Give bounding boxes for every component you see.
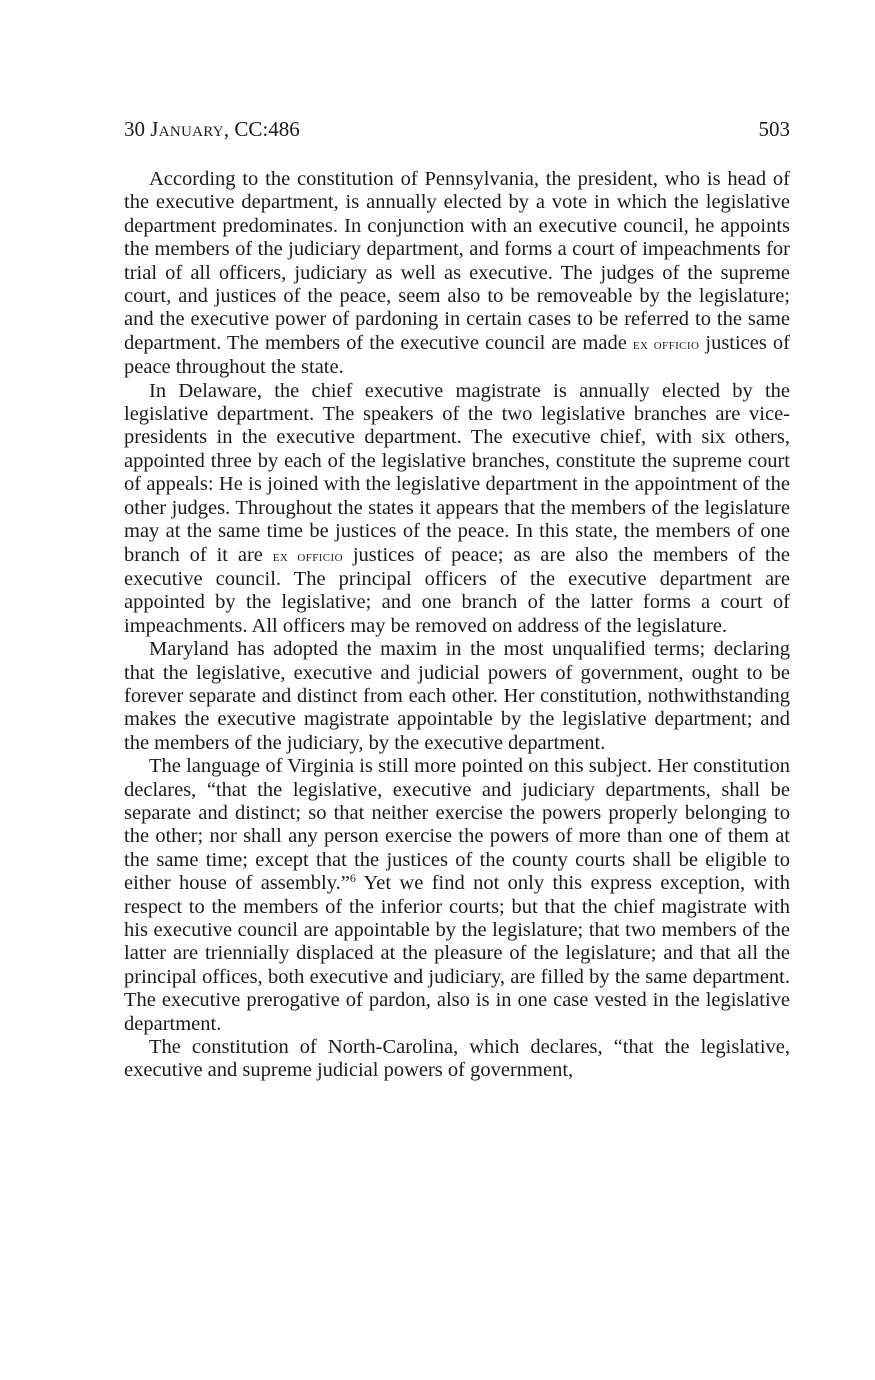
paragraph-pennsylvania (124, 168, 790, 380)
body-text (124, 168, 790, 1083)
paragraph-text: The language of Virginia is still more pointed on this subject. Her constitution declares, “that the legislative, executive and judiciary departments, shall be separate and distinct; so that neither exercise the powers properly belonging to the other; nor shall any person exercise the powers of more than one of them at the same time; except that the justices of the county courts shall be eligible to either house of assembly.” (124, 755, 790, 895)
paragraph-virginia (124, 755, 790, 1036)
latin-term: ex officio (632, 335, 700, 353)
paragraph-maryland: Maryland has adopted the maxim in the most unqualified terms; declaring that the legislative, executive and judicial powers of government, ought to be forever separate and distinct from each other. Her constitution, nothwithstanding makes the executive magistrate appointable by the legislative department; and the members of the judiciary, by the executive department. (124, 638, 790, 754)
latin-term: ex officio (272, 547, 343, 565)
paragraph-text: In Delaware, the chief executive magistrate is annually elected by the legislative department. The speakers of the two legislative branches are vice-presidents in the executive department. The executive chief, with six others, appointed three by each of the legislative branches, constitute the supreme court of appeals: He is joined with the legislative department in the appointment of the other judges. Throughout the states it appears that the members of the legislature may at the same time be justices of the peace. In this state, the members of one branch of it are (124, 379, 790, 566)
footnote-reference: 6 (349, 871, 356, 886)
paragraph-delaware (124, 380, 790, 638)
paragraph-text: justices of peace; as are also the members of the executive council. The principal officers of the executive department are appointed by the legislative; and one branch of the latter forms a court of impeachments. All officers may be removed on address of the legislature. (124, 543, 790, 637)
paragraph-text: According to the constitution of Pennsylvania, the president, who is head of the executive department, is annually elected by a vote in which the legislative department predominates. In conjunction with an executive council, he appoints the members of the judiciary department, and forms a court of impeachments for trial of all officers, judiciary as well as executive. The judges of the supreme court, and justices of the peace, seem also to be removeable by the legislature; and the executive power of pardoning in certain cases to be referred to the same department. The members of the executive council are made (124, 168, 790, 354)
paragraph-north-carolina: The constitution of North-Carolina, which declares, “that the legislative, executive and supreme judicial powers of government, (124, 1036, 790, 1082)
date-prefix: 30 (124, 117, 151, 141)
paragraph-text: Yet we find not only this express exception, with respect to the members of the inferior courts; but that the chief magistrate with his executive council are appointable by the legislature; that two members of the latter are triennially displaced at the pleasure of the legislature; and that all the principal offices, both executive and judiciary, are filled by the same department. The executive prerogative of pardon, also is in one case vested in the legislative department. (124, 872, 790, 1035)
running-head-date (124, 114, 300, 144)
date-month: January (150, 117, 224, 141)
running-head (124, 114, 790, 144)
paragraph-text: justices of peace throughout the state. (124, 331, 790, 379)
document-reference: , CC:486 (223, 117, 300, 141)
page-number: 503 (758, 117, 790, 141)
